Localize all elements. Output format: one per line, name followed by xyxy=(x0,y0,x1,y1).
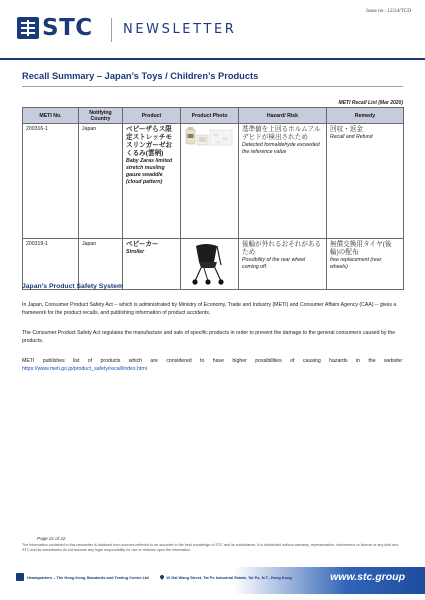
header-product-photo: Product Photo xyxy=(181,108,239,124)
hazard-en: Detected formaldehyde exceeded the reference value xyxy=(242,142,320,155)
paragraph-safety-act: The Consumer Product Safety Act regulates the manufacture and sale of specific products in order to prevent the damage to the general consumers caused by the products. xyxy=(22,330,396,344)
table-row xyxy=(23,239,404,290)
hazard-cell xyxy=(239,239,327,290)
section-title: Recall Summary – Japan’s Toys / Children’s Products xyxy=(22,71,259,81)
page-header xyxy=(0,0,425,62)
recall-list-label: METI Recall List (Mar 2020) xyxy=(338,100,403,106)
table-header-row xyxy=(23,108,404,124)
country-cell: Japan xyxy=(79,124,123,239)
stc-logo xyxy=(17,17,93,39)
stc-logo-icon xyxy=(17,17,39,39)
header-hazard-risk: Hazard/ Risk xyxy=(239,108,327,124)
product-name-jp: ベビーカー xyxy=(126,241,159,248)
title-rule xyxy=(22,86,403,87)
disclaimer: The information contained in this newsletter is obtained from sources believed to be accurate to the best knowledge of STC and its subsidiaries. It is distributed without warranty, representation, inducement or license of any kind and STC and its subsidiaries do not assume any legal responsibility for use or reliance upon the information. xyxy=(22,543,399,552)
stroller-photo xyxy=(184,241,236,287)
link-line xyxy=(22,366,403,374)
meti-no-cell: 200319-1 xyxy=(23,239,79,290)
newsletter-title: NEWSLETTER xyxy=(123,22,237,37)
product-cell xyxy=(123,239,181,290)
product-photo-cell xyxy=(181,124,239,239)
footer-address: 10 Dai Wang Street, Tai Po Industrial Estate, Tai Po, N.T., Hong Kong xyxy=(166,575,292,580)
footer-logo-icon xyxy=(16,573,24,581)
hazard-cell xyxy=(239,124,327,239)
footer-website[interactable]: www.stc.group xyxy=(330,571,405,583)
header-remedy: Remedy xyxy=(327,108,404,124)
paragraph-meti-framework: In Japan, Consumer Product Safety Act -- which is administrated by Ministry of Economy, Trade and Industry (METI) and Consumer Affairs Agency (CAA) -- gives a framework for the product recalls, and publishing information of product accidents. xyxy=(22,302,397,316)
brand-name: STC xyxy=(42,15,93,41)
remedy-cell xyxy=(327,124,404,239)
remedy-en: Recall and Refund xyxy=(330,134,373,140)
paragraph-meti-list: METI publishes list of products which are considered to have higher possibilities of causing hazards in the website: xyxy=(22,358,403,364)
hazard-jp: 後輪が外れるおそれがあるため xyxy=(242,241,322,256)
meti-recall-link[interactable]: https://www.meti.go.jp/product_safety/recall/index.html xyxy=(22,366,147,372)
safety-system-title: Japan’s Product Safety System xyxy=(22,283,123,290)
header-divider xyxy=(111,18,112,42)
meti-no-cell: 200316-1 xyxy=(23,124,79,239)
issue-number: Issue no.: 12/24/TCD xyxy=(366,8,411,14)
remedy-en: free replacement (rear wheels) xyxy=(330,257,382,270)
swaddle-photo xyxy=(184,126,236,148)
product-name-jp: ベビーザらス限定ストレッチモスリンガーゼおくるみ(雲柄) xyxy=(126,126,173,157)
remedy-jp: 回収・返金 xyxy=(330,126,363,133)
page-number: Page 21 of 22 xyxy=(37,536,66,541)
hazard-en: Possibility of the rear wheel coming off. xyxy=(242,257,306,270)
recall-table xyxy=(22,107,404,290)
product-name-en: Baby Zaras limited stretch musling gauze swaddle (cloud pattern) xyxy=(126,158,173,185)
header-rule xyxy=(0,58,425,60)
footer-headquarters: Headquarters – The Hong Kong Standards and Testing Centre Ltd. xyxy=(27,575,150,580)
remedy-jp: 無償交換用タイヤ(後輪)の配布 xyxy=(330,241,392,256)
product-name-en: Stroller xyxy=(126,249,145,255)
header-meti-no: METI No. xyxy=(23,108,79,124)
country-cell: Japan xyxy=(79,239,123,290)
product-cell xyxy=(123,124,181,239)
header-notifying-country: Notifying Country xyxy=(79,108,123,124)
table-row xyxy=(23,124,404,239)
hazard-jp: 基準値を上回るホルムアルデヒドが検出されため xyxy=(242,126,321,141)
remedy-cell xyxy=(327,239,404,290)
product-photo-cell xyxy=(181,239,239,290)
header-product: Product xyxy=(123,108,181,124)
